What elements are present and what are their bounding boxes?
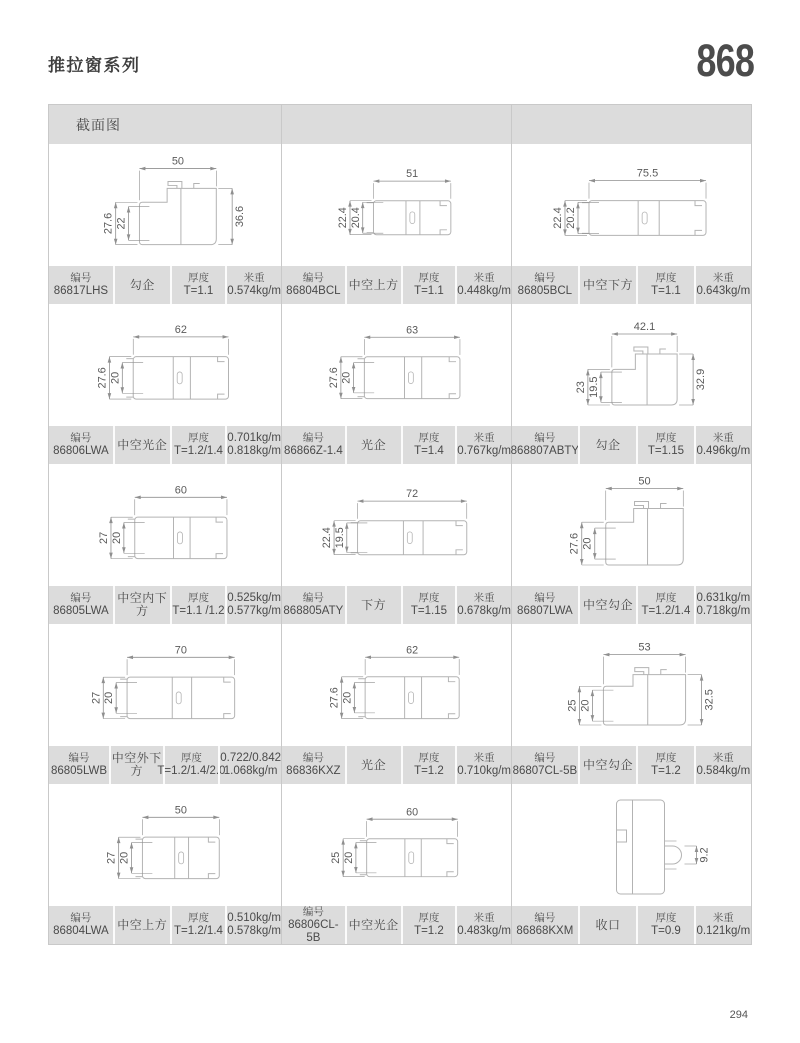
- thickness-label: 厚度: [418, 752, 440, 764]
- code-value: 86804BCL: [286, 285, 341, 297]
- profile-info-bar: [512, 746, 751, 784]
- code-value: 86806CL-5B: [288, 918, 339, 944]
- weight-line: 0.577kg/m: [227, 605, 281, 617]
- profile-info-bar: [49, 426, 281, 464]
- profile-name: 中空光企: [117, 437, 168, 452]
- thickness-cell: [170, 906, 226, 944]
- thickness-cell: [636, 266, 693, 304]
- weight-cell: [225, 586, 281, 624]
- name-cell: [345, 266, 401, 304]
- profile-section-svg: [512, 304, 751, 426]
- weight-line: 米重: [473, 752, 495, 764]
- page-big-number: 868: [696, 35, 754, 86]
- section-header-row: [49, 105, 751, 144]
- code-label: 编号: [534, 592, 556, 604]
- profile-cell: [512, 624, 751, 784]
- thickness-label: 厚度: [187, 912, 209, 924]
- profile-drawing: [49, 464, 281, 586]
- code-cell: [512, 746, 578, 784]
- page-header: [48, 35, 754, 96]
- thickness-value: T=1.4: [414, 445, 444, 457]
- code-value: 86868KXM: [516, 925, 574, 937]
- svg-text:27.6: 27.6: [102, 212, 115, 235]
- weight-line: 0.525kg/m: [227, 592, 281, 604]
- thickness-cell: [401, 906, 456, 944]
- svg-text:22.4: 22.4: [337, 207, 350, 229]
- weight-cell: [455, 426, 511, 464]
- svg-text:20: 20: [109, 371, 122, 384]
- svg-text:20.4: 20.4: [349, 207, 362, 229]
- profile-info-bar: [282, 906, 511, 944]
- weight-cell: [455, 746, 511, 784]
- weight-cell: [225, 266, 281, 304]
- name-cell: [578, 906, 637, 944]
- code-cell: [282, 266, 345, 304]
- code-cell: [282, 586, 345, 624]
- code-label: 编号: [302, 905, 324, 918]
- weight-line: 米重: [712, 912, 734, 924]
- code-label: 编号: [534, 912, 556, 924]
- weight-cell: [694, 746, 751, 784]
- profile-section-svg: [49, 464, 281, 586]
- code-value: 86805BCL: [517, 285, 573, 297]
- thickness-value: T=1.15: [647, 445, 684, 457]
- weight-line: 米重: [473, 912, 495, 924]
- thickness-value: T=1.2: [414, 925, 444, 937]
- svg-text:27: 27: [98, 531, 111, 544]
- svg-text:20: 20: [340, 371, 353, 384]
- svg-text:27.6: 27.6: [327, 367, 340, 389]
- profile-name: 勾企: [595, 437, 621, 452]
- svg-text:62: 62: [406, 644, 419, 657]
- thickness-value: T=1.15: [410, 605, 447, 617]
- svg-text:22.4: 22.4: [551, 207, 564, 229]
- profile-info-bar: [282, 746, 511, 784]
- weight-cell: [218, 746, 281, 784]
- code-value: 86817LHS: [53, 285, 109, 297]
- profile-section-svg: [282, 304, 511, 426]
- thickness-label: 厚度: [418, 432, 440, 444]
- svg-text:22.4: 22.4: [321, 527, 334, 549]
- profile-name: 中空上方: [348, 277, 399, 292]
- svg-text:23: 23: [574, 381, 587, 394]
- weight-cell: [694, 266, 751, 304]
- svg-text:72: 72: [406, 488, 419, 501]
- profile-cell: [282, 304, 512, 464]
- profile-drawing: [512, 304, 751, 426]
- profile-name: 中空上方: [117, 917, 168, 932]
- thickness-value: T=1.2/1.4: [174, 925, 223, 937]
- weight-line: 0.448kg/m: [457, 285, 511, 297]
- svg-text:32.9: 32.9: [695, 368, 708, 391]
- profile-cell: [512, 304, 751, 464]
- profile-drawing: [512, 624, 751, 746]
- weight-cell: [455, 906, 511, 944]
- weight-line: 0.584kg/m: [696, 765, 751, 777]
- profile-cell: [49, 304, 282, 464]
- weight-cell: [225, 906, 281, 944]
- name-cell: [113, 586, 170, 624]
- profile-cell: [49, 144, 282, 304]
- weight-line: 米重: [473, 432, 495, 444]
- weight-line: 0.818kg/m: [227, 445, 281, 457]
- profile-drawing: [49, 304, 281, 426]
- name-cell: [345, 426, 401, 464]
- profile-section-svg: [512, 624, 751, 746]
- name-cell: [345, 746, 401, 784]
- thickness-cell: [401, 426, 456, 464]
- code-value: 86805LWA: [53, 605, 109, 617]
- profile-drawing: [282, 784, 511, 906]
- thickness-value: T=1.1 /1.2: [172, 605, 225, 617]
- profile-cell: [49, 784, 282, 944]
- name-cell: [113, 266, 170, 304]
- weight-line: 0.631kg/m: [696, 592, 751, 604]
- name-cell: [109, 746, 163, 784]
- profile-cell: [282, 464, 512, 624]
- thickness-value: T=1.2: [651, 765, 681, 777]
- weight-line: 1.068kg/m: [223, 765, 278, 777]
- profile-name: 中空内下方: [117, 591, 168, 618]
- thickness-label: 厚度: [187, 592, 209, 604]
- profile-info-bar: [512, 906, 751, 944]
- profile-drawing: [49, 784, 281, 906]
- svg-text:27.6: 27.6: [96, 367, 109, 389]
- weight-cell: [455, 266, 511, 304]
- svg-text:9.2: 9.2: [698, 847, 711, 863]
- svg-text:20: 20: [118, 851, 131, 864]
- thickness-cell: [636, 586, 693, 624]
- svg-text:36.6: 36.6: [234, 205, 247, 228]
- code-cell: [512, 266, 578, 304]
- code-value: 868805ATY: [283, 605, 344, 617]
- profile-info-bar: [512, 586, 751, 624]
- name-cell: [578, 266, 637, 304]
- code-cell: [282, 426, 345, 464]
- svg-text:60: 60: [174, 484, 187, 497]
- weight-line: 米重: [712, 752, 734, 764]
- thickness-value: T=1.1: [414, 285, 444, 297]
- profile-name: 中空光企: [348, 917, 399, 932]
- thickness-cell: [170, 586, 226, 624]
- code-cell: [49, 906, 113, 944]
- thickness-value: T=1.1: [183, 285, 214, 297]
- svg-text:19.5: 19.5: [587, 376, 600, 398]
- profile-drawing: [49, 144, 281, 266]
- weight-line: 0.483kg/m: [457, 925, 511, 937]
- profile-name: 勾企: [129, 277, 155, 292]
- svg-text:19.5: 19.5: [333, 527, 346, 549]
- series-title: 推拉窗系列: [48, 56, 141, 75]
- weight-cell: [694, 586, 751, 624]
- profile-cell: [282, 144, 512, 304]
- weight-line: 0.767kg/m: [457, 445, 511, 457]
- svg-text:22: 22: [115, 217, 128, 230]
- profile-name: 下方: [361, 597, 387, 612]
- thickness-label: 厚度: [655, 272, 677, 284]
- profile-section-svg: [282, 464, 511, 586]
- code-cell: [512, 426, 578, 464]
- section-header-cell-2: [282, 105, 512, 144]
- code-value: 86804LWA: [53, 925, 109, 937]
- code-label: 编号: [70, 912, 92, 924]
- thickness-cell: [636, 426, 693, 464]
- code-label: 编号: [302, 752, 324, 764]
- code-cell: [282, 906, 345, 944]
- profile-drawing: [282, 624, 511, 746]
- code-label: 编号: [70, 432, 92, 444]
- thickness-value: T=1.1: [651, 285, 681, 297]
- profile-info-bar: [512, 266, 751, 304]
- weight-line: 米重: [243, 272, 265, 284]
- thickness-value: T=1.2/1.4: [641, 605, 691, 617]
- thickness-cell: [401, 266, 456, 304]
- code-cell: [49, 746, 109, 784]
- name-cell: [113, 426, 170, 464]
- thickness-label: 厚度: [655, 912, 677, 924]
- svg-text:70: 70: [174, 644, 187, 657]
- profile-name: 中空勾企: [582, 597, 633, 612]
- profile-drawing: [282, 144, 511, 266]
- svg-text:20: 20: [341, 691, 354, 704]
- profile-info-bar: [49, 746, 281, 784]
- name-cell: [578, 746, 637, 784]
- weight-cell: [694, 906, 751, 944]
- name-cell: [345, 586, 401, 624]
- weight-line: 0.121kg/m: [696, 925, 751, 937]
- thickness-value: T=1.2/1.4: [174, 445, 223, 457]
- profile-section-svg: [282, 144, 511, 266]
- weight-line: 0.710kg/m: [457, 765, 511, 777]
- weight-cell: [225, 426, 281, 464]
- thickness-label: 厚度: [655, 432, 677, 444]
- code-label: 编号: [302, 272, 324, 284]
- svg-text:20.2: 20.2: [564, 207, 577, 229]
- code-label: 编号: [534, 272, 556, 284]
- profile-info-bar: [282, 426, 511, 464]
- thickness-label: 厚度: [187, 272, 209, 284]
- thickness-value: T=1.2/1.4/2.0: [157, 765, 226, 777]
- profile-info-bar: [512, 426, 751, 464]
- profile-section-svg: [512, 784, 751, 906]
- weight-line: 0.578kg/m: [227, 925, 281, 937]
- weight-line: 0.643kg/m: [696, 285, 751, 297]
- weight-line: 米重: [712, 432, 734, 444]
- profile-info-bar: [282, 586, 511, 624]
- svg-text:53: 53: [638, 641, 651, 654]
- code-cell: [512, 586, 578, 624]
- profile-cell: [512, 784, 751, 944]
- code-label: 编号: [302, 432, 324, 444]
- code-value: 86806LWA: [53, 445, 109, 457]
- thickness-cell: [401, 586, 456, 624]
- profile-drawing: [512, 144, 751, 266]
- profile-name: 中空外下方: [111, 751, 162, 778]
- profile-name: 光企: [361, 757, 387, 772]
- weight-line: 0.722/0.842: [220, 752, 281, 764]
- profile-section-svg: [49, 784, 281, 906]
- weight-line: 米重: [473, 272, 495, 284]
- section-header-cell: 截面图: [49, 105, 282, 144]
- svg-text:20: 20: [581, 537, 594, 550]
- profile-info-bar: [49, 586, 281, 624]
- svg-text:62: 62: [174, 323, 187, 336]
- svg-text:50: 50: [171, 155, 184, 168]
- name-cell: [113, 906, 170, 944]
- weight-line: 0.701kg/m: [227, 432, 281, 444]
- svg-text:75.5: 75.5: [636, 167, 659, 180]
- code-value: 86836KXZ: [286, 765, 341, 777]
- code-value: 86807LWA: [517, 605, 573, 617]
- profile-name: 中空勾企: [582, 757, 633, 772]
- profile-section-svg: [512, 464, 751, 586]
- svg-text:25: 25: [566, 699, 579, 712]
- code-value: 86866Z-1.4: [283, 445, 343, 457]
- profile-section-svg: [49, 144, 281, 266]
- thickness-cell: [636, 906, 693, 944]
- thickness-value: T=0.9: [651, 925, 681, 937]
- thickness-label: 厚度: [418, 912, 440, 924]
- weight-line: 米重: [712, 272, 734, 284]
- svg-text:27: 27: [105, 851, 118, 864]
- profile-cell: [49, 624, 282, 784]
- code-value: 86805LWB: [50, 765, 108, 777]
- thickness-label: 厚度: [655, 592, 677, 604]
- profile-grid: [49, 144, 751, 944]
- svg-text:51: 51: [406, 168, 419, 181]
- weight-line: 米重: [473, 592, 495, 604]
- code-cell: [512, 906, 578, 944]
- weight-line: 0.496kg/m: [696, 445, 751, 457]
- thickness-cell: [401, 746, 456, 784]
- svg-text:42.1: 42.1: [633, 321, 656, 334]
- profile-drawing: [49, 624, 281, 746]
- svg-text:32.5: 32.5: [703, 689, 716, 711]
- weight-line: 0.574kg/m: [227, 285, 281, 297]
- profile-cell: [282, 784, 512, 944]
- svg-text:27.6: 27.6: [328, 687, 341, 709]
- thickness-label: 厚度: [418, 272, 440, 284]
- thickness-cell: [170, 266, 226, 304]
- profile-name: 光企: [361, 437, 387, 452]
- svg-text:20: 20: [579, 699, 592, 712]
- thickness-cell: [157, 746, 226, 784]
- svg-text:20: 20: [110, 531, 123, 544]
- svg-text:63: 63: [406, 324, 419, 337]
- profile-section-svg: [512, 144, 751, 266]
- svg-text:60: 60: [406, 806, 419, 819]
- section-header-cell-3: [512, 105, 751, 144]
- svg-text:27.6: 27.6: [568, 532, 581, 555]
- code-value: 868807ABTY: [510, 445, 580, 457]
- thickness-label: 厚度: [187, 432, 209, 444]
- name-cell: [578, 586, 637, 624]
- profile-cell: [512, 144, 751, 304]
- footer-page-number: 294: [729, 1009, 748, 1021]
- section-table: [48, 104, 752, 945]
- weight-line: 0.678kg/m: [457, 605, 511, 617]
- svg-text:20: 20: [103, 691, 116, 704]
- thickness-label: 厚度: [418, 592, 440, 604]
- profile-cell: [282, 624, 512, 784]
- profile-drawing: [282, 304, 511, 426]
- code-label: 编号: [302, 592, 324, 604]
- thickness-cell: [170, 426, 226, 464]
- svg-text:27: 27: [90, 691, 103, 704]
- code-value: 86807CL-5B: [512, 765, 578, 777]
- code-label: 编号: [70, 592, 92, 604]
- profile-section-svg: [282, 784, 511, 906]
- code-cell: [49, 266, 113, 304]
- code-label: 编号: [534, 432, 556, 444]
- weight-line: 0.510kg/m: [227, 912, 281, 924]
- svg-text:50: 50: [638, 475, 651, 488]
- name-cell: [345, 906, 401, 944]
- code-cell: [49, 426, 113, 464]
- profile-section-svg: [49, 624, 281, 746]
- code-label: 编号: [534, 752, 556, 764]
- svg-text:25: 25: [330, 851, 343, 864]
- svg-text:20: 20: [342, 851, 355, 864]
- weight-cell: [694, 426, 751, 464]
- profile-info-bar: [49, 266, 281, 304]
- profile-info-bar: [282, 266, 511, 304]
- profile-section-svg: [282, 624, 511, 746]
- name-cell: [578, 426, 637, 464]
- profile-cell: [49, 464, 282, 624]
- profile-drawing: [512, 464, 751, 586]
- code-cell: [49, 586, 113, 624]
- svg-text:50: 50: [174, 804, 187, 817]
- profile-name: 收口: [595, 917, 621, 932]
- profile-info-bar: [49, 906, 281, 944]
- profile-name: 中空下方: [582, 277, 633, 292]
- code-label: 编号: [68, 752, 90, 764]
- profile-drawing: [282, 464, 511, 586]
- code-cell: [282, 746, 345, 784]
- code-label: 编号: [70, 272, 92, 284]
- thickness-value: T=1.2: [414, 765, 444, 777]
- profile-section-svg: [49, 304, 281, 426]
- thickness-label: 厚度: [180, 752, 202, 764]
- weight-cell: [455, 586, 511, 624]
- profile-cell: [512, 464, 751, 624]
- thickness-label: 厚度: [655, 752, 677, 764]
- profile-drawing: [512, 784, 751, 906]
- thickness-cell: [636, 746, 693, 784]
- weight-line: 0.718kg/m: [696, 605, 751, 617]
